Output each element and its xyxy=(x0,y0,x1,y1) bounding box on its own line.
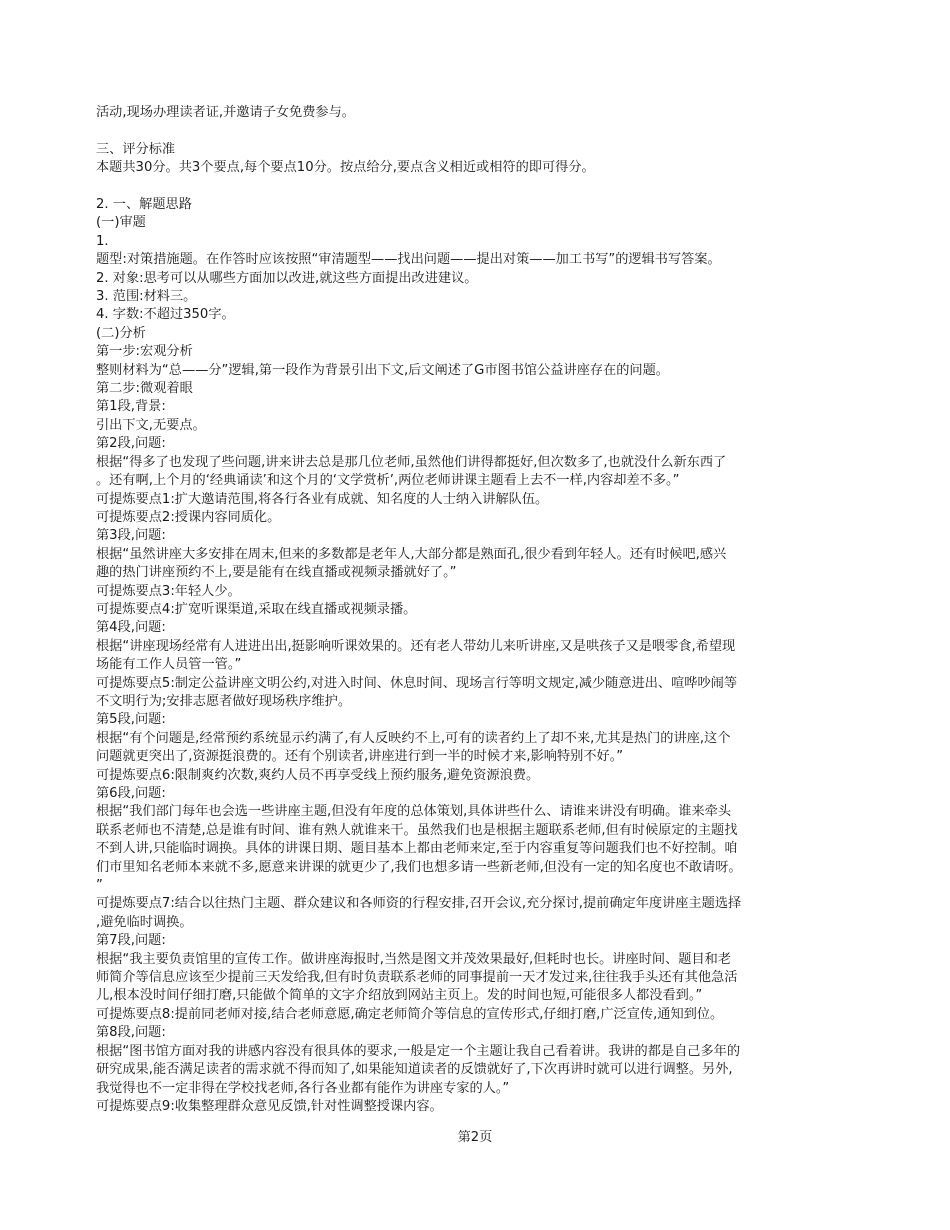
text-line: 可提炼要点4:扩宽听课渠道,采取在线直播或视频录播。 xyxy=(96,601,417,617)
text-line: 第4段,问题: xyxy=(96,620,166,636)
text-line: 可提炼要点8:提前同老师对接,结合老师意愿,确定老师简介等信息的宣传形式,仔细打磨,广泛宣传,通知到位。 xyxy=(96,1006,724,1022)
text-line: 根据“有个问题是,经常预约系统显示约满了,有人反映约不上,可有的读者约上了却不来,尤其是热门的讲座,这个 xyxy=(96,730,731,746)
text-line: 活动,现场办理读者证,并邀请子女免费参与。 xyxy=(96,105,355,120)
text-line: ,避免临时调换。 xyxy=(96,914,193,930)
text-line: 可提炼要点3:年轻人少。 xyxy=(96,583,241,599)
text-line: 根据“图书馆方面对我的讲感内容没有很具体的要求,一般是定一个主题让我自己看着讲。我讲的都是自己多年的 xyxy=(96,1043,741,1059)
text-line: 第二步:微观着眼 xyxy=(96,381,193,397)
text-line: 整则材料为“总——分”逻辑,第一段作为背景引出下文,后文阐述了G市图书馆公益讲座存在的问题。 xyxy=(96,362,669,378)
text-line: (一)审题 xyxy=(96,215,146,231)
text-line: 可提炼要点6:限制爽约次数,爽约人员不再享受线上预约服务,避免资源浪费。 xyxy=(96,767,540,783)
text-line: 研究成果,能否满足读者的需求就不得而知了,如果能知道读者的反馈就好了,下次再讲时就可以进行调整。另外, xyxy=(96,1062,733,1078)
text-line: 场能有工作人员管一管。” xyxy=(96,657,242,673)
text-line: 3. 范围:材料三。 xyxy=(96,289,197,305)
text-line: 可提炼要点5:制定公益讲座文明公约,对进入时间、休息时间、现场言行等明文规定,减少随意进出、喧哗吵闹等 xyxy=(96,675,738,691)
text-line: 第3段,问题: xyxy=(96,528,166,544)
text-line: 第6段,问题: xyxy=(96,786,166,801)
text-line: 我觉得也不一定非得在学校找老师,各行各业都有能作为讲座专家的人。” xyxy=(96,1080,510,1096)
text-line: 引出下文,无要点。 xyxy=(96,417,206,433)
document-body xyxy=(96,104,876,1116)
text-line: 题型:对策措施题。在作答时应该按照“审清题型——找出问题——提出对策——加工书写”的逻辑书写答案。 xyxy=(96,252,721,268)
text-line: 可提炼要点1:扩大邀请范围,将各行各业有成就、知名度的人士纳入讲解队伍。 xyxy=(96,491,549,507)
text-line: 2. 对象:思考可以从哪些方面加以改进,就这些方面提出改进建议。 xyxy=(96,270,478,286)
text-line: 不到人讲,只能临时调换。具体的讲课日期、题目基本上都由老师来定,至于内容重复等问题我们也不好控制。咱 xyxy=(96,841,738,857)
text-line: 第一步:宏观分析 xyxy=(96,344,193,360)
paragraph-gap xyxy=(96,122,876,140)
text-line: 根据“我主要负责馆里的宣传工作。做讲座海报时,当然是图文并茂效果最好,但耗时也长。讲座时间、题目和老 xyxy=(96,951,732,967)
text-line: 第8段,问题: xyxy=(96,1025,166,1041)
text-line: 可提炼要点9:收集整理群众意见反馈,针对性调整授课内容。 xyxy=(96,1098,443,1114)
text-line: 们市里知名老师本来就不多,愿意来讲课的就更少了,我们也想多请一些新老师,但没有一定的知名度也不敢请呀。 xyxy=(96,859,742,875)
text-line: ” xyxy=(96,878,103,894)
text-line: 2. 一、解题思路 xyxy=(96,197,192,212)
text-line: 联系老师也不清楚,总是谁有时间、谁有熟人就谁来干。虽然我们也是根据主题联系老师,但有时候原定的主题找 xyxy=(96,822,738,838)
page-number: 第2页 xyxy=(457,1130,493,1145)
text-line: 三、评分标准 xyxy=(96,141,176,157)
text-line: 可提炼要点2:授课内容同质化。 xyxy=(96,509,281,525)
text-line: 儿,根本没时间仔细打磨,只能做个简单的文字介绍放到网站主页上。发的时间也短,可能很多人都没看到。” xyxy=(96,988,703,1004)
text-line: 可提炼要点7:结合以往热门主题、群众建议和各师资的行程安排,召开会议,充分探讨,提前确定年度讲座主题选择 xyxy=(96,896,742,912)
text-line: 。还有啊,上个月的‘经典诵读’和这个月的‘文学赏析’,两位老师讲课主题看上去不一样,内容却差不多。” xyxy=(96,473,680,489)
text-line: 根据“讲座现场经常有人进进出出,挺影响听课效果的。还有老人带幼儿来听讲座,又是哄孩子又是喂零食,希望现 xyxy=(96,638,736,654)
text-line: 第5段,问题: xyxy=(96,712,166,728)
text-line: 4. 字数:不超过350字。 xyxy=(96,307,235,323)
text-line: 第1段,背景: xyxy=(96,399,166,415)
text-line: 第2段,问题: xyxy=(96,436,166,452)
text-line: 问题就更突出了,资源挺浪费的。还有个别读者,讲座进行到一半的时候才来,影响特别不好。” xyxy=(96,749,624,765)
text-line: 根据“我们部门每年也会选一些讲座主题,但没有年度的总体策划,具体讲些什么、请谁来讲没有明确。谁来牵头 xyxy=(96,804,732,820)
text-line: 根据“得多了也发现了些问题,讲来讲去总是那几位老师,虽然他们讲得都挺好,但次数多了,也就没什么新东西了 xyxy=(96,454,727,470)
text-line: 不文明行为;安排志愿者做好现场秩序维护。 xyxy=(96,693,352,709)
text-line: 根据“虽然讲座大多安排在周末,但来的多数都是老年人,大部分都是熟面孔,很少看到年轻人。还有时候吧,感兴 xyxy=(96,546,727,562)
text-line: 第7段,问题: xyxy=(96,933,166,949)
text-line: (二)分析 xyxy=(96,325,146,341)
text-line: 趣的热门讲座预约不上,要是能有在线直播或视频录播就好了。” xyxy=(96,565,457,581)
text-line: 师简介等信息应该至少提前三天发给我,但有时负责联系老师的同事提前一天才发过来,往往我手头还有其他急活 xyxy=(96,970,738,986)
paragraph-gap xyxy=(96,178,876,196)
text-line: 1. xyxy=(96,233,109,249)
text-line: 本题共30分。共3个要点,每个要点10分。按点给分,要点含义相近或相符的即可得分。 xyxy=(96,160,595,176)
